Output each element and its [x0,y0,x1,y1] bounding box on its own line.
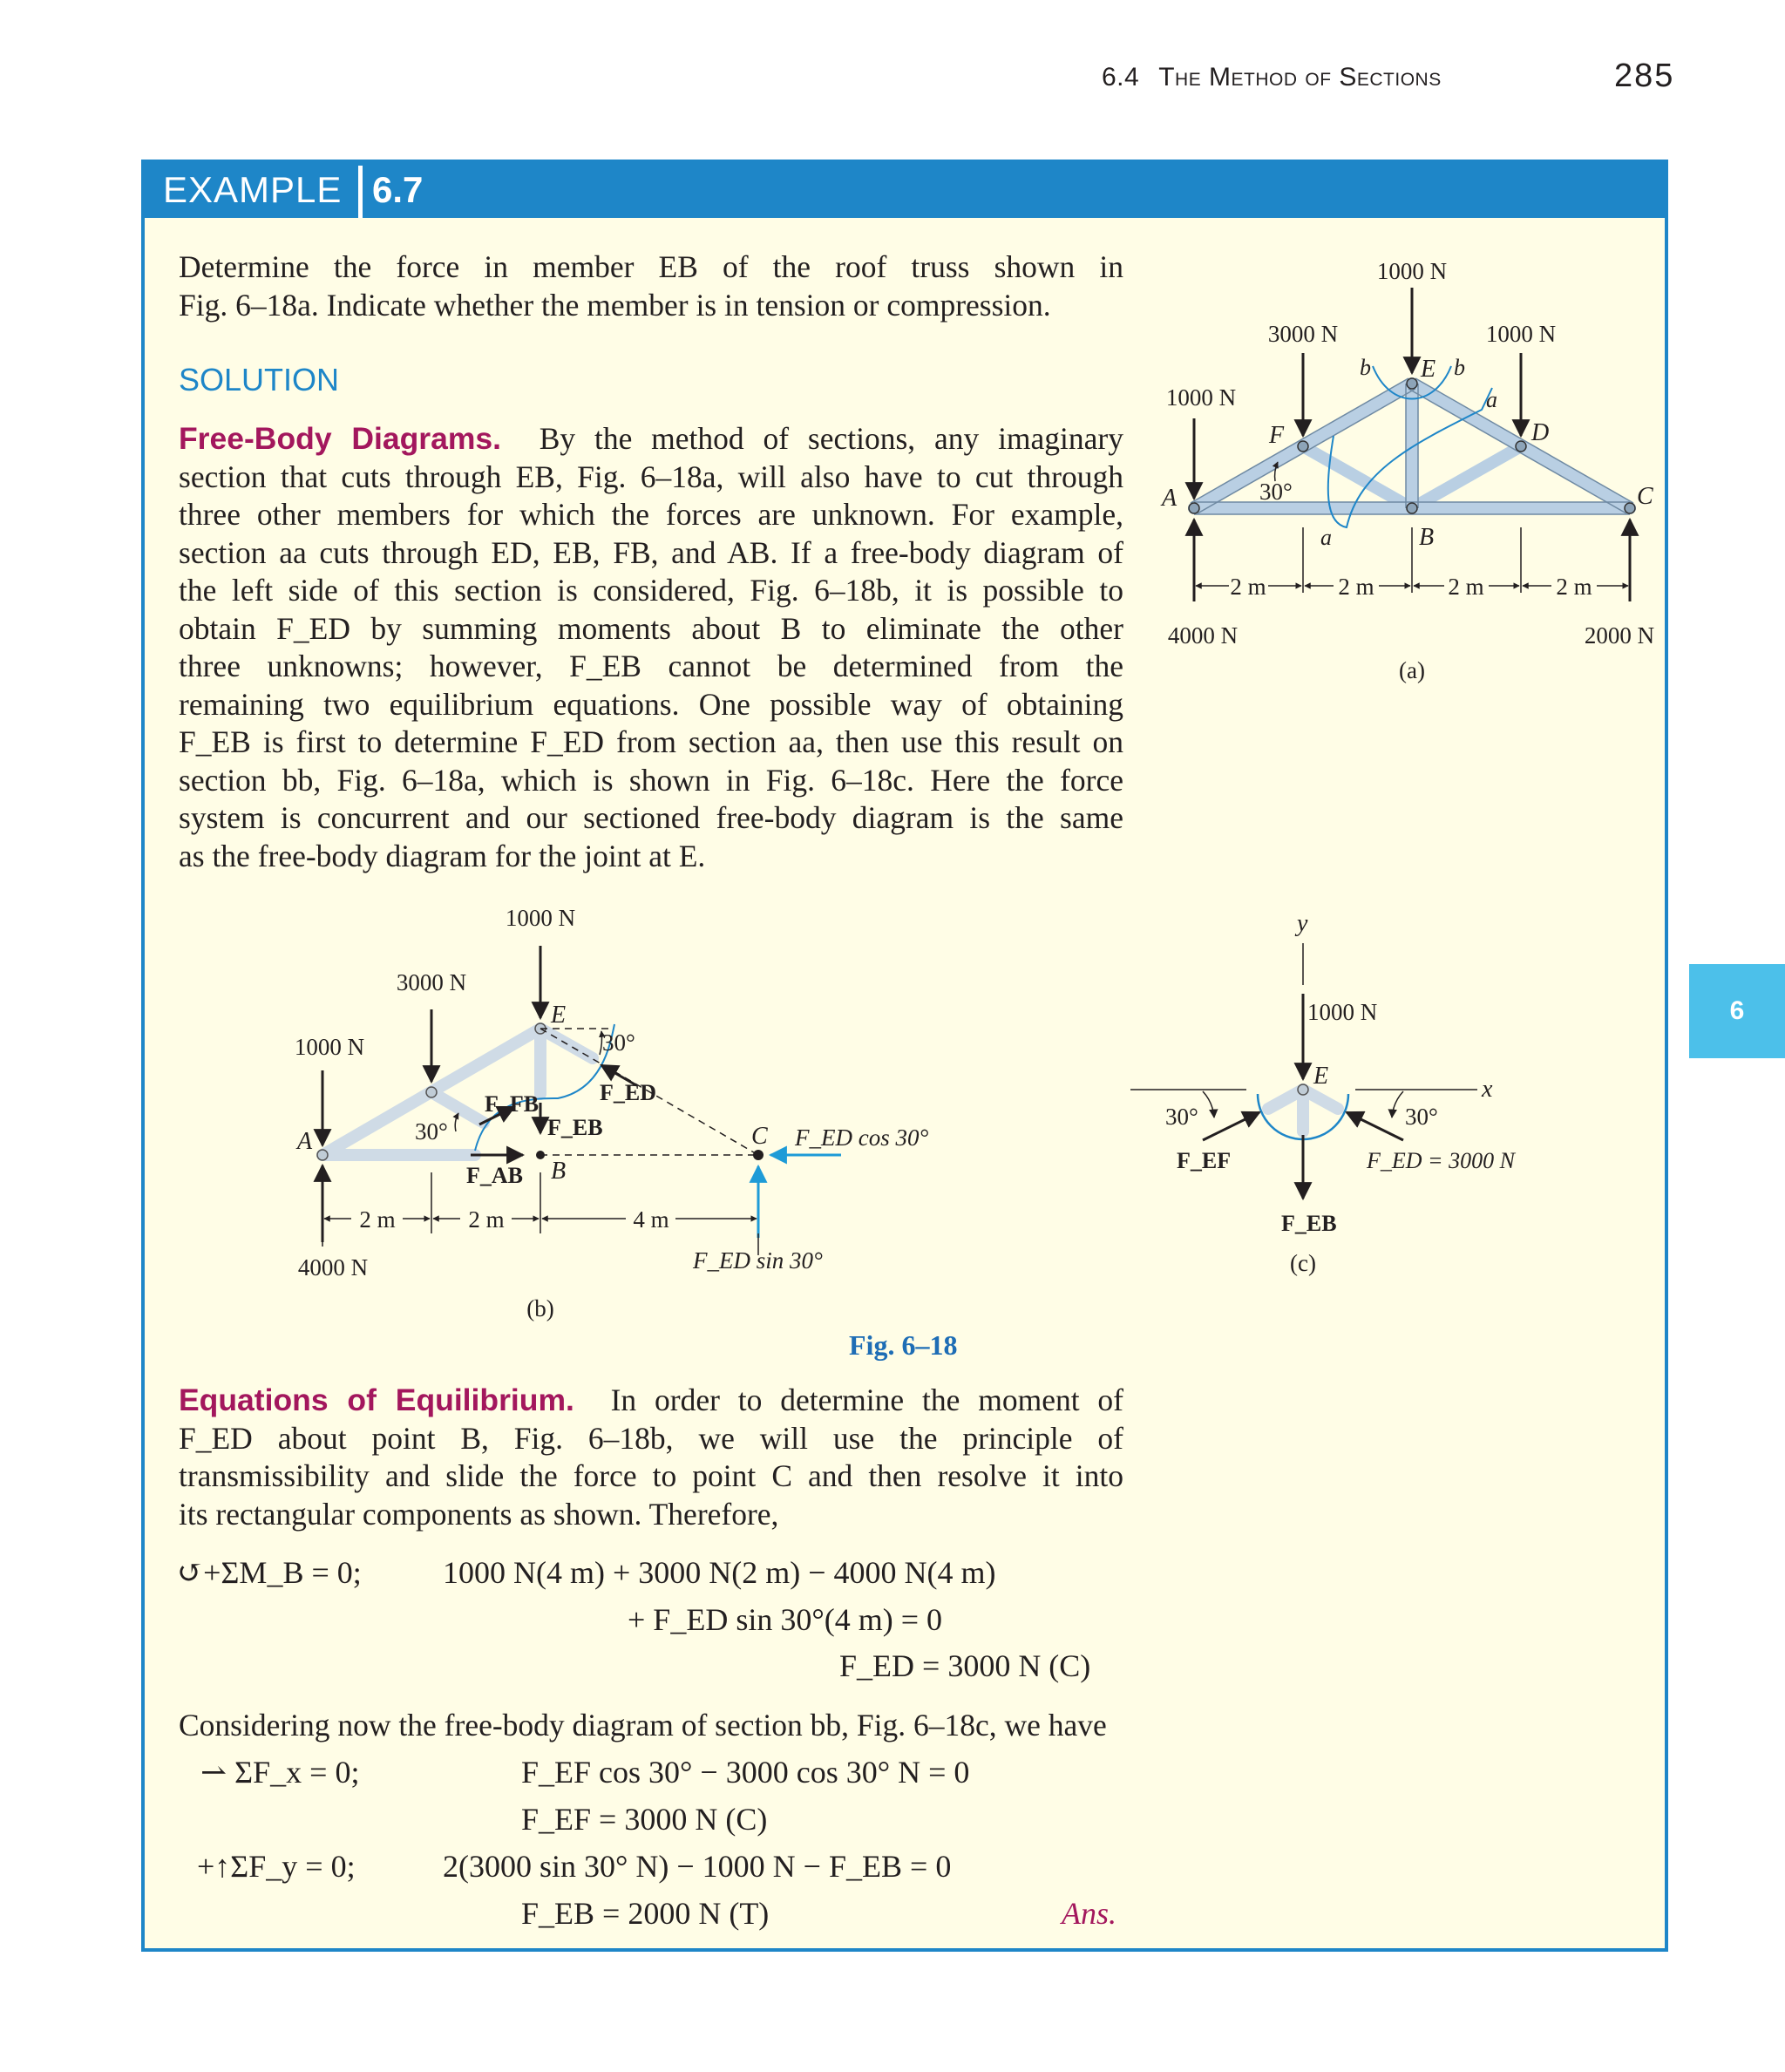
example-number: 6.7 [372,169,424,210]
fig-b-reaction-a: 4000 N [297,1254,369,1281]
fig-b-span: 2 m [468,1206,505,1233]
point-b-label: B [551,1158,567,1185]
fig-a-angle: 30° [1259,479,1293,505]
fbd-line: section bb, Fig. 6–18a, which is shown in Fig. 6–18c. Here the force [179,762,1123,798]
point-e-label: E [551,1002,567,1029]
force-ef-arrow [1203,1112,1259,1140]
fbd-line: obtain F_ED by summing moments about B to eliminate the other [179,610,1123,646]
x-axis-label: x [1482,1076,1493,1103]
answer-marker: Ans. [1062,1896,1116,1931]
point-c-dot [753,1150,764,1160]
fig-b-angle: 30° [602,1029,635,1056]
fbd-line: three unknowns; however, F_EB cannot be determined from the [179,649,1123,683]
fed-sin-label: F_ED sin 30° [693,1247,823,1274]
fig-a-span: 2 m [1230,574,1266,600]
moment-eq-result: F_ED = 3000 N (C) [839,1648,1091,1683]
moment-eq-line2: + F_ED sin 30°(4 m) = 0 [628,1602,943,1637]
fig-a-load-f: 3000 N [1267,321,1339,347]
fx-result: F_EF = 3000 N (C) [521,1802,768,1837]
problem-line: Determine the force in member EB of the roof truss shown in [179,249,1123,284]
example-separator [358,166,363,218]
fbd-line: section that cuts through EB, Fig. 6–18a, will also have to cut through [179,459,1123,494]
fig-c-angle: 30° [1405,1104,1438,1130]
example-label: EXAMPLE [163,169,343,210]
fed-cos-label: F_ED cos 30° [795,1124,929,1151]
section-b-label: b [1360,355,1371,380]
fy-result: F_EB = 2000 N (T) [521,1896,770,1931]
solution-heading: SOLUTION [179,362,340,397]
fig-c-label: (c) [1290,1250,1316,1276]
problem-line: Fig. 6–18a. Indicate whether the member is in tension or compression. [179,287,1051,323]
considering-line: Considering now the free-body diagram of section bb, Fig. 6–18c, we have [179,1708,1107,1743]
chapter-tab: 6 [1689,964,1785,1058]
fig-b-span: 4 m [633,1206,669,1233]
fbd-line: By the method of sections, any imaginary [539,421,1123,456]
fig-b-load-e: 1000 N [505,905,576,931]
point-e-label: E [1313,1063,1329,1090]
force-eb-label: F_EB [1281,1211,1337,1236]
fbd-paragraph [179,420,1123,875]
fbd-line: section aa cuts through ED, EB, FB, and AB. If a free-body diagram of [179,534,1123,570]
right-positive-icon: ⇀ [200,1755,235,1790]
fbd-line: as the free-body diagram for the joint at E. [179,838,706,873]
figure-a-truss [1150,244,1665,697]
fig-a-load-e: 1000 N [1376,258,1448,284]
running-header [1102,63,1442,92]
fbd-line: F_EB is first to determine F_ED from section aa, then use this result on [179,724,1123,759]
considering-paragraph [179,1707,1123,1745]
point-b-dot [536,1151,545,1159]
fig-a-span: 2 m [1448,574,1484,600]
force-ed-label: F_ED [600,1080,656,1105]
fig-a-label: (a) [1399,657,1425,683]
fbd-line: three other members for which the forces are unknown. For example, [179,497,1123,532]
force-ed-label: F_ED = 3000 N [1367,1148,1515,1173]
fig-b-angle: 30° [415,1118,448,1145]
fy-eq: 2(3000 sin 30° N) − 1000 N − F_EB = 0 [443,1849,952,1884]
fig-b-load-a: 1000 N [294,1034,365,1060]
point-d-label: D [1531,419,1550,446]
fig-c-angle: 30° [1165,1104,1198,1130]
point-f-label: F [1269,422,1285,449]
fig-a-load-a: 1000 N [1165,384,1237,411]
section-number: 6.4 [1102,63,1140,92]
fig-a-reaction-c: 2000 N [1584,622,1655,649]
fx-eq: F_EF cos 30° − 3000 cos 30° N = 0 [521,1755,970,1790]
fig-b-load-f: 3000 N [396,969,467,995]
equilibrium-paragraph [179,1382,1123,1533]
member-db [1412,446,1521,508]
fig-a-load-d: 1000 N [1485,321,1557,347]
counterclockwise-icon: ↺ [177,1555,204,1590]
fig-c-load: 1000 N [1307,999,1378,1025]
force-ed-arrow [1347,1112,1403,1140]
point-e-label: E [1421,356,1436,383]
point-c-label: C [1637,483,1653,510]
moment-eq-line1: 1000 N(4 m) + 3000 N(2 m) − 4000 N(4 m) [443,1555,996,1590]
point-a-label: A [297,1128,313,1155]
force-fb-label: F_FB [485,1091,540,1117]
equilibrium-line: transmissibility and slide the force to point C and then resolve it into [179,1458,1123,1493]
fbd-heading: Free-Body Diagrams. [179,421,502,456]
example-title-bar [141,160,1668,218]
force-ab-label: F_AB [466,1163,523,1188]
equilibrium-line: In order to determine the moment of [610,1382,1123,1417]
figure-c-joint-e [1120,893,1538,1290]
equilibrium-line: its rectangular components as shown. Therefore, [179,1496,779,1532]
figure-caption: Fig. 6–18 [849,1329,958,1361]
fbd-line: system is concurrent and our sectioned free-body diagram is the same [179,800,1123,835]
equilibrium-line: F_ED about point B, Fig. 6–18b, we will use the principle of [179,1420,1123,1456]
fig-b-label: (b) [526,1295,554,1321]
force-eb-label: F_EB [547,1115,603,1140]
point-a-label: A [1162,485,1178,512]
moment-eq-label: ↺+ΣM_B = 0; [177,1555,362,1590]
fig-b-span: 2 m [359,1206,396,1233]
figure-b-fbd [283,893,933,1329]
equilibrium-heading: Equations of Equilibrium. [179,1382,574,1417]
page-number: 285 [1614,58,1675,94]
point-b-label: B [1419,524,1435,551]
section-a-label: a [1486,387,1497,412]
fbd-line: remaining two equilibrium equations. One possible way of obtaining [179,686,1123,722]
point-c-label: C [751,1123,768,1150]
section-title: The Method of Sections [1158,63,1442,92]
fig-a-span: 2 m [1338,574,1374,600]
y-axis-label: y [1297,910,1308,937]
problem-statement [179,248,1123,324]
section-b-label: b [1454,355,1465,380]
fx-eq-label: ⇀ ΣF_x = 0; [200,1755,360,1790]
fig-a-span: 2 m [1556,574,1592,600]
fig-a-reaction-a: 4000 N [1167,622,1239,649]
fy-eq-label: +↑ΣF_y = 0; [197,1849,356,1884]
section-a-label: a [1320,525,1332,550]
force-ef-label: F_EF [1177,1148,1232,1173]
fbd-line: the left side of this section is considered, Fig. 6–18b, it is possible to [179,573,1123,608]
